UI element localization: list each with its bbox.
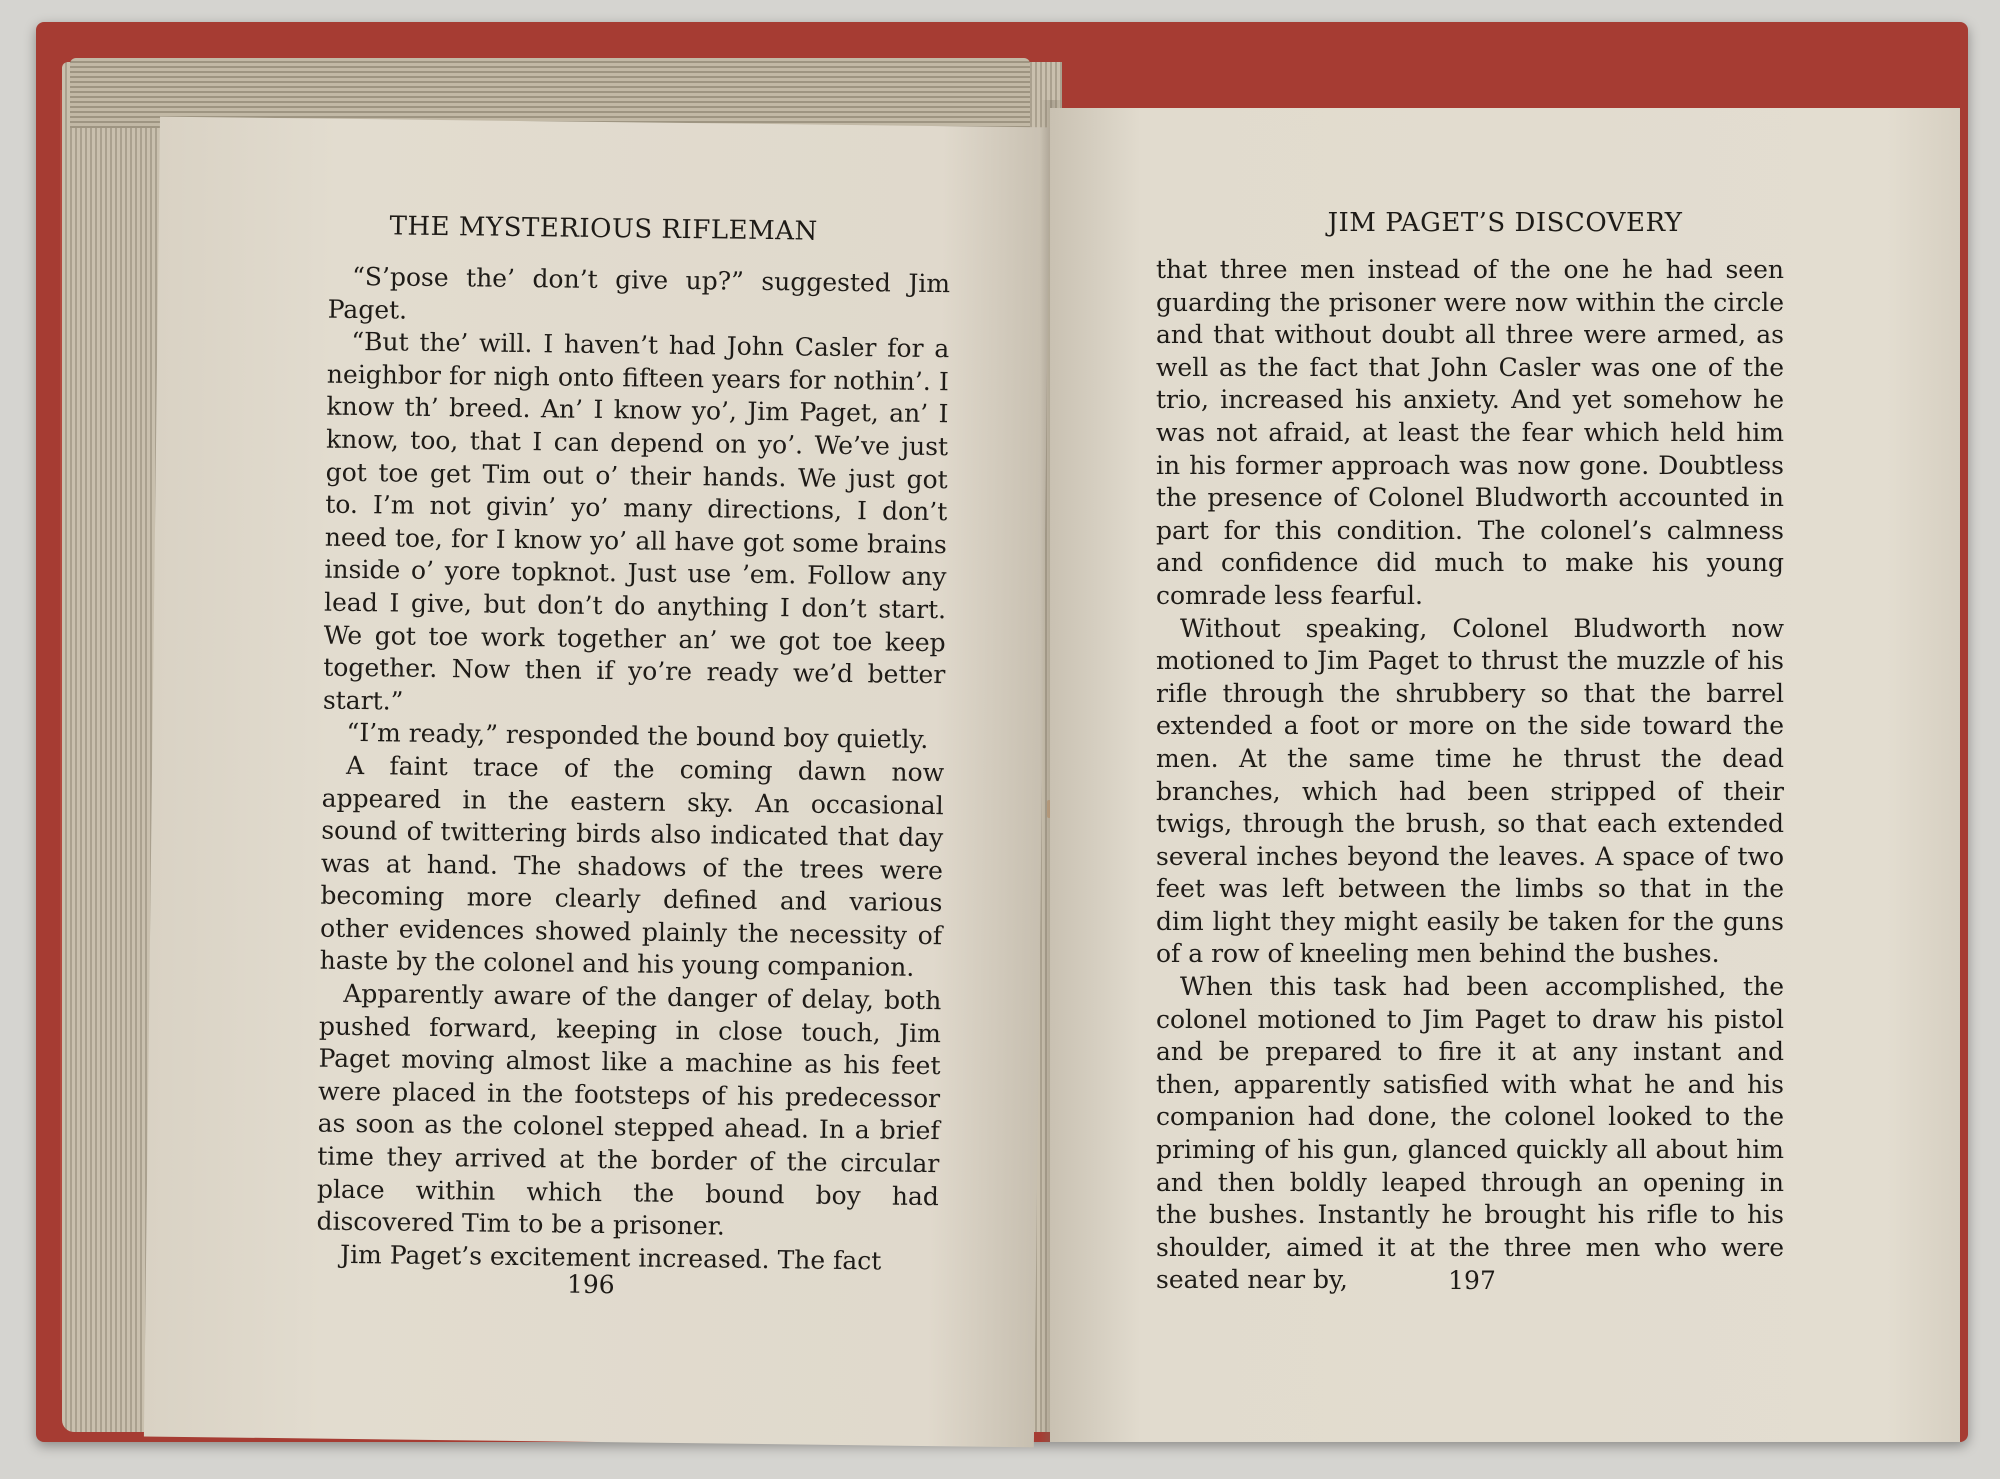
left-page-text — [316, 261, 950, 1279]
left-paragraph: Apparently aware of the danger of delay, both pushed forward, keeping in close touch, Jim Paget moving almost like a machine as his feet were placed in the footsteps of his predecessor as soon as the colonel stepped ahead. In a brief time they arrived at the border of the circular place within which the bound boy had discovered Tim to be a prisoner. — [316, 978, 942, 1241]
right-paragraph: Without speaking, Colonel Bludworth now motioned to Jim Paget to thrust the muzzle of his rifle through the shrubbery so that the barrel extended a foot or more on the side toward the men. At the same time he thrust the dead branches, which had been stripped of their twigs, through the brush, so that each extended several inches beyond the leaves. A space of two feet was left between the limbs so that in the dim light they might easily be taken for the guns of a row of kneeling men behind the bushes. — [1156, 613, 1784, 969]
right-running-head: JIM PAGET’S DISCOVERY — [1327, 208, 1683, 238]
left-running-head: THE MYSTERIOUS RIFLEMAN — [389, 211, 818, 247]
right-page-number: 197 — [1448, 1266, 1496, 1295]
left-page — [144, 117, 1050, 1448]
left-paragraph: “S’pose the’ don’t give up?” suggested Jim Paget. — [327, 261, 951, 325]
left-paragraph: “I’m ready,” responded the bound boy quietly. — [346, 718, 929, 755]
right-continuation: that three men instead of the one he had seen guarding the prisoner were now within the circle and that without doubt all three were armed, as well as the fact that John Casler was one of the trio, increased his anxiety. And yet somehow he was not afraid, at least the fear which held him in his former approach was now gone. Doubtless the presence of Colonel Bludworth accounted in part for this condition. The colonel’s calmness and confidence did much to make his young comrade less fearful. — [1156, 255, 1784, 610]
left-page-number: 196 — [566, 1269, 615, 1300]
left-paragraph: A faint trace of the coming dawn now appeared in the eastern sky. An occasional sound of twittering birds also indicated that day was at hand. The shadows of the trees were becoming more clearly defined and various other evidences showed plainly the necessity of haste by the colonel and his young companion. — [319, 750, 945, 983]
left-paragraph: Jim Paget’s excitement increased. The fact — [339, 1239, 882, 1276]
right-page — [1050, 108, 1960, 1442]
right-paragraph: When this task had been accomplished, the colonel motioned to Jim Paget to draw his pistol and be prepared to fire it at any instant and then, apparently satisfied with what he and his companion had done, the colonel looked to the priming of his gun, glanced quickly all about him and then boldly leaped through an opening in the bushes. Instantly he brought his rifle to his shoulder, aimed it at the three men who were seated near by, — [1156, 972, 1784, 1295]
right-page-text — [1156, 254, 1784, 1297]
left-paragraph: “But the’ will. I haven’t had John Casler for a neighbor for nigh onto fifteen years for nothin’. I know th’ breed. An’ I know yo’, Jim Paget, an’ I know, too, that I can depend on yo’. We’ve just got toe get Tim out o’ their hands. We just got to. I’m not givin’ yo’ many directions, I don’t need toe, for I know yo’ all have got some brains inside o’ yore topknot. Just use ’em. Follow any lead I give, but don’t do anything I don’t start. We got toe work together an’ we got toe keep together. Now then if yo’re ready we’d better start.” — [322, 327, 950, 716]
